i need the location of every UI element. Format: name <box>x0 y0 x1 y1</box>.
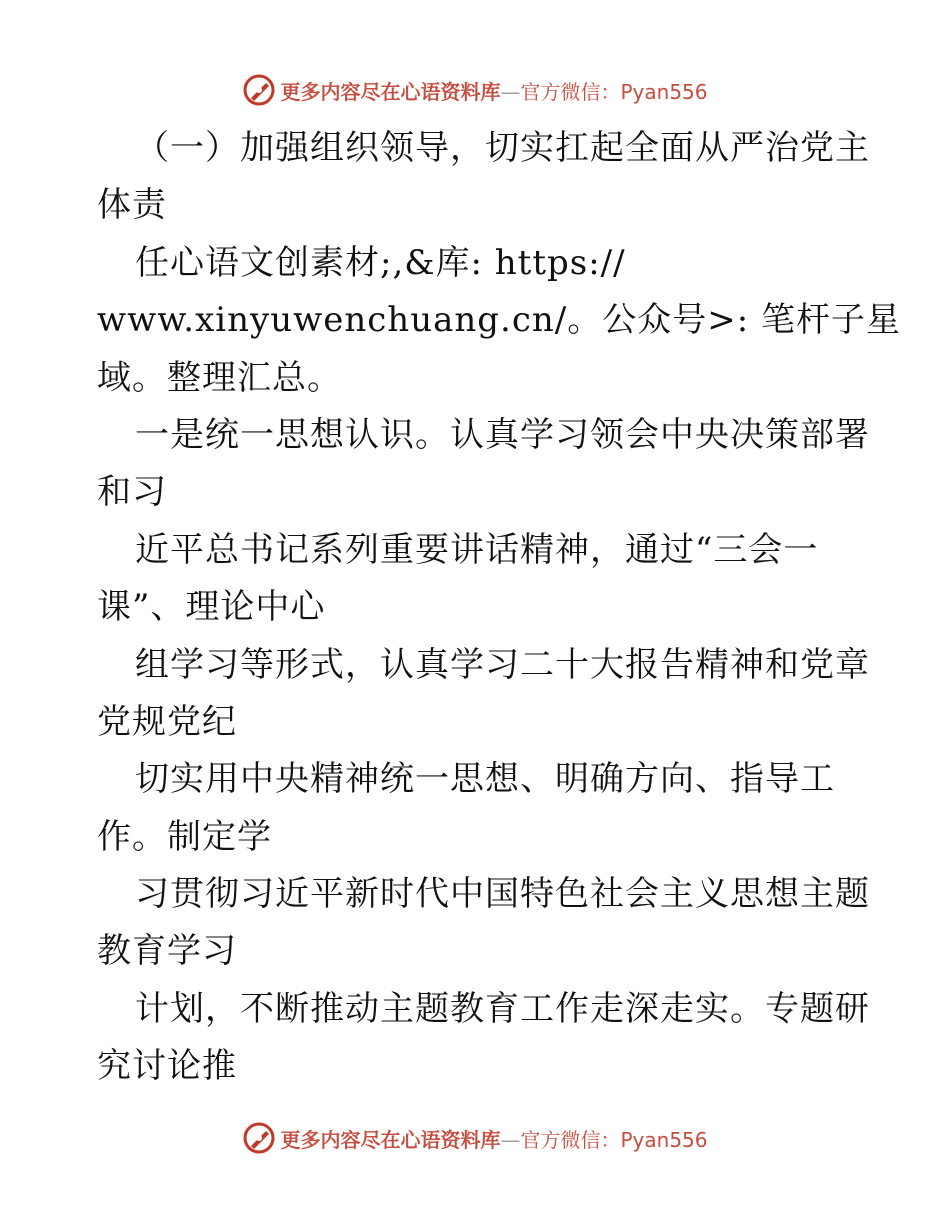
text-line: 究讨论推 <box>97 1046 237 1087</box>
text-line: www.xinyuwenchuang.cn/。公众号>: 笔杆子星 <box>97 300 901 341</box>
text-line: 体责 <box>97 185 167 226</box>
document-body <box>97 120 901 1096</box>
banner-wechat-id: Pyan556 <box>620 79 708 104</box>
banner-separator: — <box>500 79 521 104</box>
text-line: 近平总书记系列重要讲话精神，通过“三会一 <box>135 529 819 570</box>
text-line: 课”、理论中心 <box>97 587 326 628</box>
text-line: 切实用中央精神统一思想、明确方向、指导工 <box>135 759 835 800</box>
banner-main-text: 更多内容尽在心语资料库 <box>280 1127 501 1152</box>
text-line: 域。整理汇总。 <box>97 357 342 398</box>
text-line: 组学习等形式，认真学习二十大报告精神和党章 <box>135 644 870 685</box>
text-line: 习贯彻习近平新时代中国特色社会主义思想主题 <box>135 874 870 915</box>
banner-wechat-id: Pyan556 <box>620 1127 708 1152</box>
text-line: 党规党纪 <box>97 701 237 742</box>
banner-main-text: 更多内容尽在心语资料库 <box>280 79 501 104</box>
text-line: 教育学习 <box>97 931 237 972</box>
banner-label: 官方微信： <box>520 1127 621 1152</box>
text-line: 任心语文创素材;,&库: https:// <box>135 242 626 283</box>
footer-banner <box>0 1118 950 1158</box>
text-line: 作。制定学 <box>97 816 272 857</box>
banner-text <box>280 1124 707 1153</box>
text-line: 和习 <box>97 472 167 513</box>
banner-separator: — <box>500 1127 521 1152</box>
pen-logo-icon <box>242 1121 276 1155</box>
text-line: 计划，不断推动主题教育工作走深走实。专题研 <box>135 988 870 1029</box>
text-line: （一）加强组织领导，切实扛起全面从严治党主 <box>135 128 870 168</box>
banner-text <box>280 76 707 105</box>
text-line: 一是统一思想认识。认真学习领会中央决策部署 <box>135 414 870 455</box>
header-banner <box>0 70 950 110</box>
banner-label: 官方微信： <box>520 79 621 104</box>
pen-logo-icon <box>242 73 276 107</box>
